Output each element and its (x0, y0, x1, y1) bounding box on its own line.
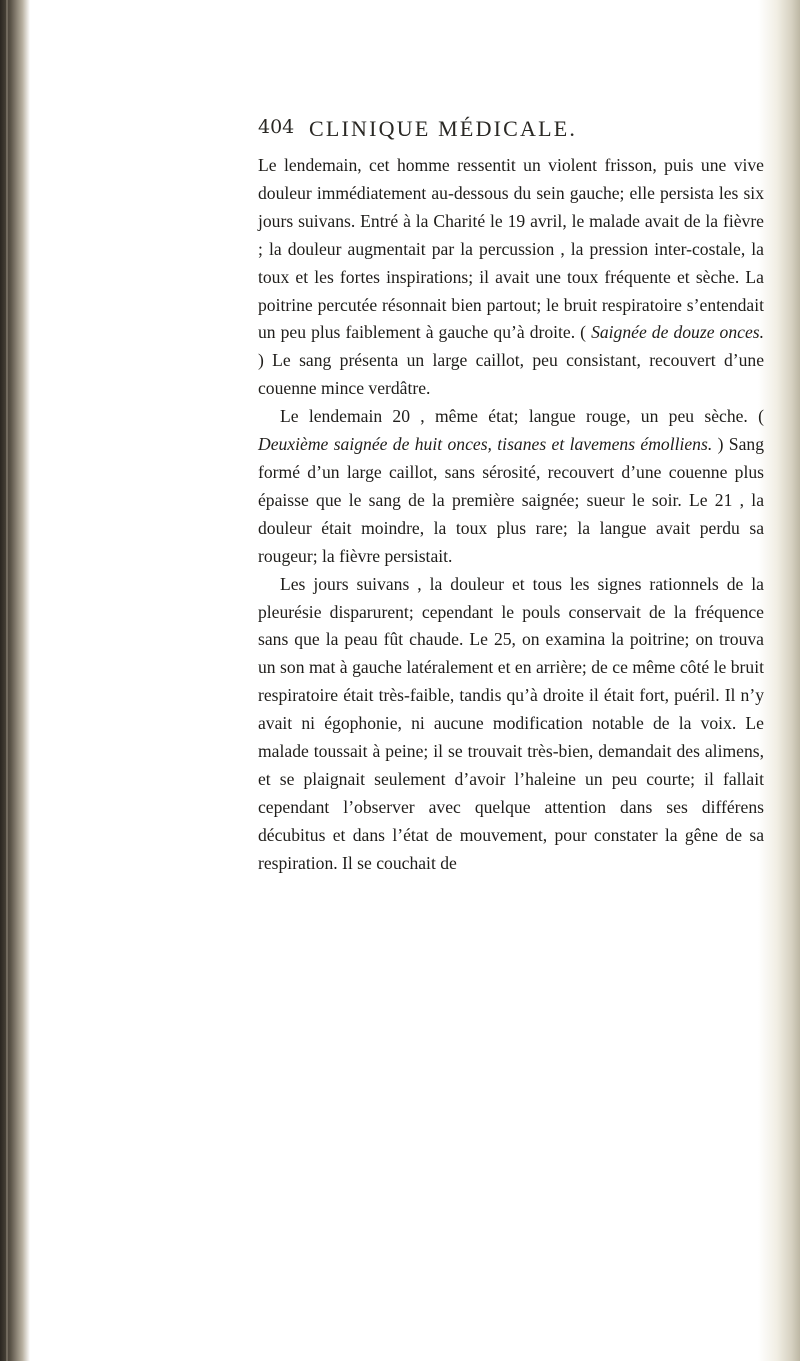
page-header (258, 116, 764, 150)
text-run: Les jours suivans , la douleur et tous les signes rationnels de la pleurésie disparurent; cependant le pouls conservait de la fréquence sans que la peau fût chaude. Le 25, on examina la poitrine; on trouva un son mat à gauche latéralement et en arrière; de ce même côté le bruit respiratoire était très-faible, tandis qu’à droite il était fort, puéril. Il n’y avait ni égophonie, ni aucune modification notable de la voix. Le malade toussait à peine; il se trouvait très-bien, demandait des alimens, et se plaignait seulement d’avoir l’haleine un peu courte; il fallait cependant l’observer avec quelque attention dans ses différens décubitus et dans l’état de mouvement, pour constater la gêne de sa respiration. Il se couchait de (258, 573, 764, 873)
body-text (258, 152, 764, 878)
text-run-italic: Deuxième saignée de huit onces, tisanes et lavemens émolliens. (258, 434, 713, 455)
text-run: ) Le sang présenta un large caillot, peu consistant, recouvert d’une couenne mince verdâtre. (258, 350, 764, 399)
book-gutter-shadow (0, 0, 30, 1361)
text-run-italic: Saignée de douze onces. (591, 322, 764, 343)
paragraph (258, 403, 764, 570)
text-run: Le lendemain 20 , même état; langue rouge, un peu sèche. ( (280, 406, 764, 427)
text-run: ) Sang formé d’un large caillot, sans sérosité, recouvert d’une couenne plus épaisse que le sang de la première saignée; sueur le soir. Le 21 , la douleur était moindre, la toux plus rare; la langue avait perdu sa rougeur; la fièvre persistait. (258, 434, 764, 566)
page-edge-shadow (758, 0, 800, 1361)
running-title: CLINIQUE MÉDICALE. (309, 116, 578, 141)
paragraph (258, 571, 764, 878)
paragraph (258, 152, 764, 403)
page-number: 404 (258, 116, 295, 138)
book-page (258, 116, 764, 878)
binding-line (6, 0, 8, 1361)
text-run: Le lendemain, cet homme ressentit un violent frisson, puis une vive douleur immédiatement au-dessous du sein gauche; elle persista les six jours suivans. Entré à la Charité le 19 avril, le malade avait de la fièvre ; la douleur augmentait par la percussion , la pression inter-costale, la toux et les fortes inspirations; il avait une toux fréquente et sèche. La poitrine percutée résonnait bien partout; le bruit respiratoire s’entendait un peu plus faiblement à gauche qu’à droite. ( (258, 155, 764, 343)
